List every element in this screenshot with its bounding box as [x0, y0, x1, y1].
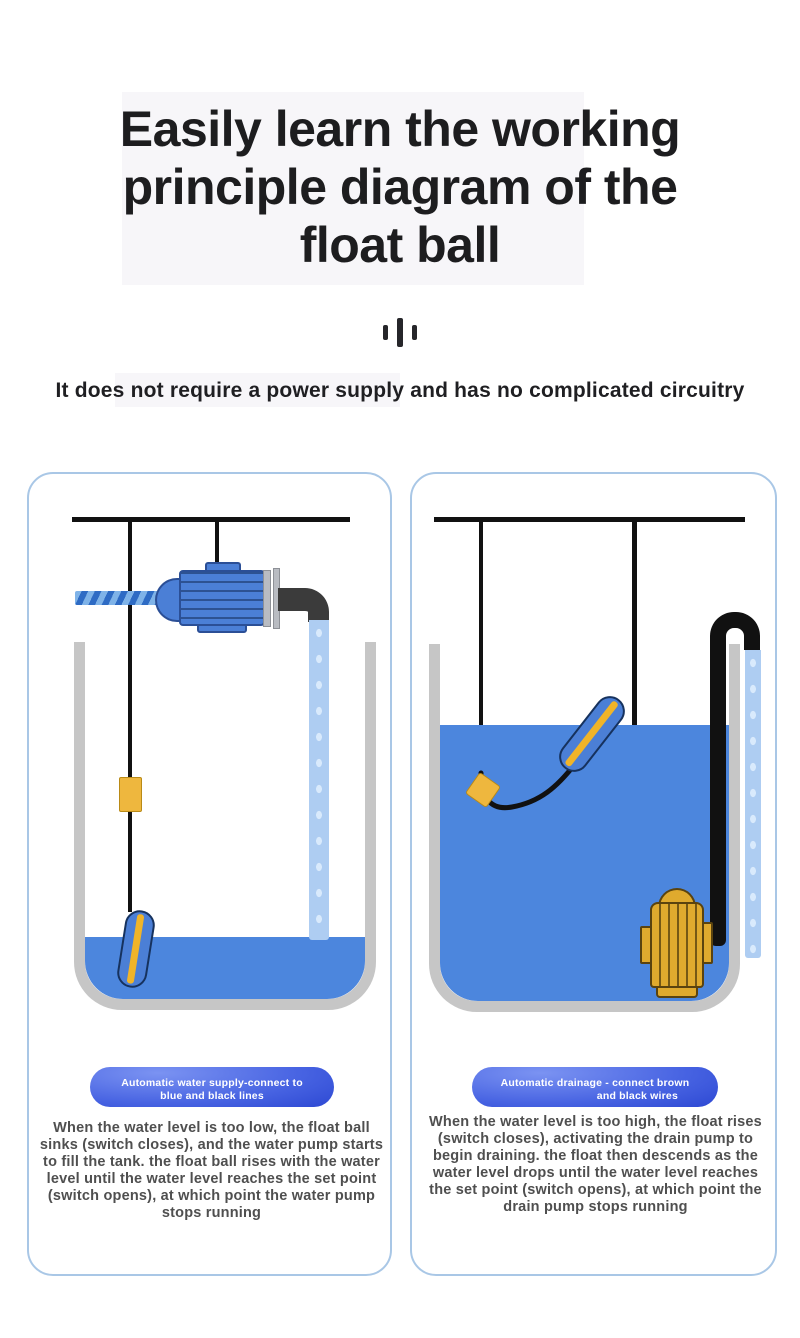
page-title [0, 100, 800, 274]
drain-pipe [710, 646, 726, 946]
panel-water-supply [27, 472, 392, 1276]
water-stream-drops [309, 620, 329, 940]
pump-flange [263, 570, 271, 627]
badge-line-2: blue and black lines [160, 1090, 264, 1102]
drainage-description: When the water level is too high, the float rises (switch closes), activating the drain pump to begin draining. the float then descends as the water level drops until the water level reaches the set point (switch opens), at which point the drain pump stops running [429, 1114, 762, 1215]
subtitle: It does not require a power supply and has no complicated circuitry [55, 379, 745, 402]
badge-line-2: and black wires [596, 1090, 678, 1102]
title-line-2: principle diagram of the [122, 159, 678, 215]
title-line-3: float ball [299, 217, 501, 273]
divider-bar-left [383, 325, 388, 340]
drain-pump-body [650, 902, 704, 988]
drain-pump-foot [656, 986, 698, 998]
water-supply-badge[interactable] [90, 1067, 334, 1107]
drain-stream-drops [745, 650, 761, 958]
drain-pipe-arch [710, 612, 760, 650]
water-supply-description: When the water level is too low, the float ball sinks (switch closes), and the water pump starts to fill the tank. the float ball rises with the water level until the water level reaches the set point (switch opens), at which point the water pump stops running [39, 1120, 384, 1221]
divider-bar-right [412, 325, 417, 340]
float-stripe [127, 914, 145, 984]
badge-line-1: Automatic water supply-connect to [121, 1077, 303, 1089]
panel-drainage [410, 472, 777, 1276]
divider-bars-icon [0, 317, 800, 347]
badge-line-1: Automatic drainage - connect brown [500, 1077, 690, 1089]
outlet-pipe-elbow [278, 588, 329, 622]
ceiling-bar [72, 517, 350, 522]
water-pump-foot [197, 624, 247, 633]
drainage-badge[interactable] [472, 1067, 718, 1107]
divider-bar-center [397, 318, 403, 347]
water-pump-dome [155, 578, 181, 622]
title-line-1: Easily learn the working [119, 101, 681, 157]
counterweight [119, 777, 142, 812]
water-pump-body [179, 570, 265, 626]
